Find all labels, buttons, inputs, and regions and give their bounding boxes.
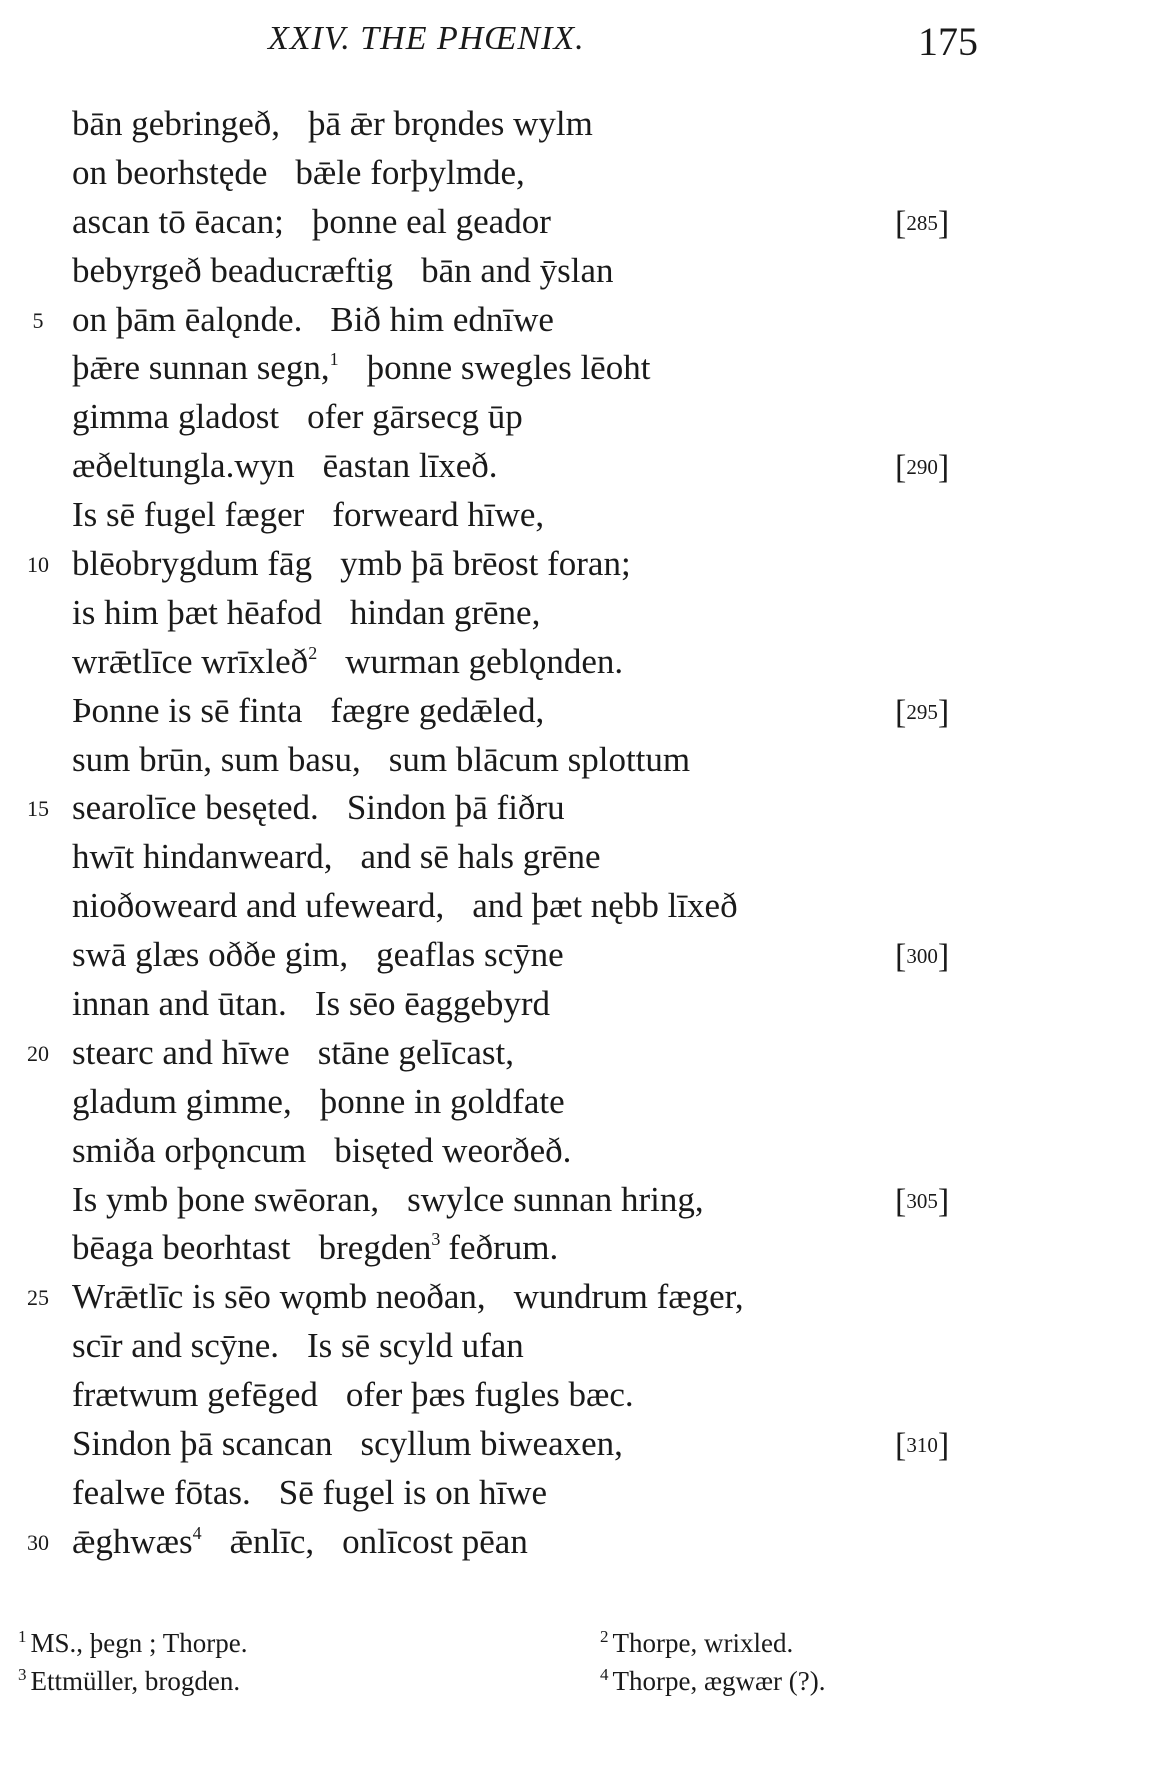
footnote-marker: 4 bbox=[600, 1665, 609, 1684]
verse-text bbox=[72, 1469, 547, 1517]
verse-line bbox=[0, 491, 1158, 540]
verse-line bbox=[0, 100, 1158, 149]
line-number: 10 bbox=[27, 552, 49, 578]
half-line-a: æðeltungla.wyn bbox=[72, 446, 295, 486]
verse-text bbox=[72, 296, 554, 344]
verse-line bbox=[0, 149, 1158, 198]
manuscript-line-ref bbox=[895, 1421, 949, 1470]
half-line-b: geaflas scȳne bbox=[376, 935, 564, 975]
line-number: 20 bbox=[27, 1040, 49, 1066]
half-line-a: Sindon þā scancan bbox=[72, 1424, 333, 1464]
verse-text bbox=[72, 980, 550, 1028]
half-line-b-continued: feðrum. bbox=[448, 1228, 559, 1268]
verse-text bbox=[72, 247, 614, 295]
verse-text bbox=[72, 931, 564, 979]
half-line-b: swylce sunnan hring, bbox=[407, 1179, 704, 1219]
half-line-a: gimma gladost bbox=[72, 397, 280, 437]
verse-line bbox=[0, 442, 1158, 491]
verse-text bbox=[72, 687, 544, 735]
verse-line bbox=[0, 882, 1158, 931]
bracket-close: ] bbox=[937, 204, 950, 242]
half-line-b: forweard hīwe, bbox=[332, 495, 545, 535]
half-line-b: wundrum fæger, bbox=[513, 1277, 744, 1317]
half-line-b: fægre gedǣled, bbox=[330, 690, 545, 730]
half-line-a: searolīce besęted. bbox=[72, 788, 319, 828]
verse-line bbox=[0, 833, 1158, 882]
verse-text bbox=[72, 589, 540, 637]
verse-text bbox=[72, 198, 551, 246]
manuscript-line-ref bbox=[895, 688, 949, 737]
verse-line bbox=[0, 638, 1158, 687]
half-line-b: þonne eal geador bbox=[311, 201, 551, 241]
half-line-a: þǣre sunnan segn, bbox=[72, 348, 330, 388]
verse-line bbox=[0, 931, 1158, 980]
manuscript-line-number: 305 bbox=[906, 1188, 938, 1213]
footnote-4 bbox=[600, 1662, 825, 1700]
verse-text bbox=[72, 1029, 514, 1077]
manuscript-line-number: 300 bbox=[906, 944, 938, 969]
half-line-b: þonne swegles lēoht bbox=[366, 348, 651, 388]
verse-text bbox=[72, 1420, 623, 1468]
manuscript-line-ref bbox=[895, 443, 949, 492]
half-line-b: wurman geblǫnden. bbox=[345, 641, 624, 681]
bracket-open: [ bbox=[895, 693, 907, 731]
footnote-text: Thorpe, wrixled. bbox=[612, 1628, 794, 1658]
manuscript-line-ref bbox=[895, 1177, 949, 1226]
footnote-text: Thorpe, ægwær (?). bbox=[612, 1666, 826, 1696]
verse-line bbox=[0, 1420, 1158, 1469]
half-line-b: ēastan līxeð. bbox=[322, 446, 498, 486]
footnote-3 bbox=[18, 1662, 240, 1700]
bracket-close: ] bbox=[937, 449, 950, 487]
half-line-a: frætwum gefēged bbox=[72, 1375, 318, 1415]
verse-text bbox=[72, 540, 631, 588]
verse-text bbox=[72, 638, 623, 686]
bracket-open: [ bbox=[895, 938, 907, 976]
verse-text bbox=[72, 833, 601, 881]
half-line-a: swā glæs oððe gim, bbox=[72, 935, 349, 975]
half-line-b: bregden bbox=[318, 1228, 432, 1268]
verse-line bbox=[0, 1518, 1158, 1567]
half-line-a: sum brūn, sum basu, bbox=[72, 739, 361, 779]
verse-line bbox=[0, 589, 1158, 638]
bracket-close: ] bbox=[937, 693, 950, 731]
verse-line bbox=[0, 784, 1158, 833]
verse-line bbox=[0, 1029, 1158, 1078]
bracket-close: ] bbox=[937, 1182, 950, 1220]
half-line-b: bān and ȳslan bbox=[421, 250, 614, 290]
manuscript-line-number: 295 bbox=[906, 699, 938, 724]
half-line-b: bisęted weorðeð. bbox=[334, 1130, 572, 1170]
footnote-marker: 1 bbox=[18, 1627, 27, 1646]
verse-line bbox=[0, 296, 1158, 345]
verse-line bbox=[0, 540, 1158, 589]
bracket-open: [ bbox=[895, 1427, 907, 1465]
manuscript-line-ref bbox=[895, 932, 949, 981]
half-line-a: ascan tō ēacan; bbox=[72, 201, 284, 241]
verse-line bbox=[0, 1224, 1158, 1273]
half-line-b: Bið him ednīwe bbox=[330, 299, 554, 339]
half-line-a: smiða orþǫncum bbox=[72, 1130, 307, 1170]
half-line-b: stāne gelīcast, bbox=[317, 1032, 514, 1072]
half-line-b: bǣle forþylmde, bbox=[295, 152, 525, 192]
half-line-a: bebyrgeð beaducræftig bbox=[72, 250, 394, 290]
bracket-open: [ bbox=[895, 449, 907, 487]
line-number: 25 bbox=[27, 1285, 49, 1311]
half-line-b: and þæt nębb līxeð bbox=[472, 886, 738, 926]
verse-line bbox=[0, 1322, 1158, 1371]
verse-line bbox=[0, 247, 1158, 296]
verse-text bbox=[72, 1127, 571, 1175]
half-line-b: hindan grēne, bbox=[349, 592, 541, 632]
verse-text bbox=[72, 736, 690, 784]
verse-text bbox=[72, 1078, 565, 1126]
bracket-close: ] bbox=[937, 1427, 950, 1465]
verse-line bbox=[0, 1176, 1158, 1225]
footnote-ref: 1 bbox=[329, 349, 339, 370]
verse-line bbox=[0, 687, 1158, 736]
verse-line bbox=[0, 736, 1158, 785]
verse-text bbox=[72, 882, 738, 930]
half-line-b-continued: onlīcost pēan bbox=[342, 1521, 528, 1561]
half-line-b: ymb þā brēost foran; bbox=[340, 544, 631, 584]
bracket-close: ] bbox=[937, 938, 950, 976]
half-line-a: Wrǣtlīc is sēo wǫmb neoðan, bbox=[72, 1277, 486, 1317]
half-line-a: wrǣtlīce wrīxleð bbox=[72, 641, 309, 681]
footnote-ref: 3 bbox=[431, 1229, 441, 1250]
half-line-a: hwīt hindanweard, bbox=[72, 837, 333, 877]
half-line-b: ǣnlīc, bbox=[229, 1521, 315, 1561]
half-line-b: Is sēo ēaggebyrd bbox=[314, 984, 551, 1024]
half-line-b: Is sē scyld ufan bbox=[307, 1326, 524, 1366]
verse-text bbox=[72, 784, 565, 832]
verse-line bbox=[0, 1469, 1158, 1518]
line-number: 5 bbox=[32, 307, 44, 333]
verse-text bbox=[72, 344, 650, 392]
half-line-a: is him þæt hēafod bbox=[72, 592, 322, 632]
verse-text bbox=[72, 442, 498, 490]
half-line-b: þā ǣr brǫndes wylm bbox=[307, 104, 593, 143]
bracket-open: [ bbox=[895, 1182, 907, 1220]
verse-text bbox=[72, 393, 523, 441]
verse-line bbox=[0, 1371, 1158, 1420]
half-line-b: ofer gārsecg ūp bbox=[307, 397, 523, 437]
line-number: 30 bbox=[27, 1529, 49, 1555]
verse-text bbox=[72, 1322, 524, 1370]
half-line-b: Sindon þā fiðru bbox=[346, 788, 565, 828]
half-line-b: ofer þæs fugles bæc. bbox=[345, 1375, 634, 1415]
half-line-a: scīr and scȳne. bbox=[72, 1326, 280, 1366]
half-line-a: ǣghwæs bbox=[72, 1521, 193, 1561]
half-line-b: Sē fugel is on hīwe bbox=[278, 1472, 548, 1512]
verse-text bbox=[72, 1371, 634, 1419]
verse-text bbox=[72, 1224, 558, 1272]
footnote-ref: 4 bbox=[192, 1522, 202, 1543]
verse-line bbox=[0, 980, 1158, 1029]
verse-text bbox=[72, 1273, 744, 1321]
verse-text bbox=[72, 149, 525, 197]
half-line-b: scyllum biweaxen, bbox=[360, 1424, 623, 1464]
verse-text bbox=[72, 491, 544, 539]
half-line-a: on beorhstęde bbox=[72, 152, 268, 192]
half-line-a: Is sē fugel fæger bbox=[72, 495, 305, 535]
half-line-a: gladum gimme, bbox=[72, 1081, 292, 1121]
manuscript-line-number: 310 bbox=[906, 1433, 938, 1458]
footnote-marker: 2 bbox=[600, 1627, 609, 1646]
verse-line bbox=[0, 1078, 1158, 1127]
manuscript-line-ref bbox=[895, 199, 949, 248]
half-line-a: Is ymb þone swēoran, bbox=[72, 1179, 380, 1219]
half-line-a: stearc and hīwe bbox=[72, 1032, 290, 1072]
half-line-a: innan and ūtan. bbox=[72, 984, 287, 1024]
manuscript-line-number: 290 bbox=[906, 455, 938, 480]
page-number: 175 bbox=[918, 19, 978, 64]
half-line-b: sum blācum splottum bbox=[388, 739, 691, 779]
verse-text bbox=[72, 1176, 704, 1224]
running-title: XXIV. THE PHŒNIX. bbox=[268, 20, 585, 57]
manuscript-line-number: 285 bbox=[906, 210, 938, 235]
verse-line bbox=[0, 393, 1158, 442]
half-line-a: bān gebringeð, bbox=[72, 104, 280, 143]
line-number: 15 bbox=[27, 796, 49, 822]
footnote-ref: 2 bbox=[308, 642, 318, 663]
half-line-a: on þām ēalǫnde. bbox=[72, 299, 303, 339]
verse-line bbox=[0, 1127, 1158, 1176]
running-head bbox=[0, 14, 1158, 64]
half-line-b: and sē hals grēne bbox=[360, 837, 601, 877]
verse-text bbox=[72, 100, 593, 148]
half-line-a: blēobrygdum fāg bbox=[72, 544, 313, 584]
footnote-text: MS., þegn ; Thorpe. bbox=[30, 1628, 248, 1658]
verse-line bbox=[0, 344, 1158, 393]
footnote-text: Ettmüller, brogden. bbox=[30, 1666, 241, 1696]
half-line-a: Þonne is sē finta bbox=[72, 690, 303, 730]
half-line-a: fealwe fōtas. bbox=[72, 1472, 251, 1512]
verse-line bbox=[0, 1273, 1158, 1322]
footnote-2 bbox=[600, 1624, 793, 1662]
footnote-1 bbox=[18, 1624, 248, 1662]
footnote-marker: 3 bbox=[18, 1665, 27, 1684]
poem-text bbox=[0, 100, 1158, 1567]
half-line-a: bēaga beorhtast bbox=[72, 1228, 291, 1268]
half-line-a: nioðoweard and ufeweard, bbox=[72, 886, 445, 926]
verse-line bbox=[0, 198, 1158, 247]
half-line-b: þonne in goldfate bbox=[319, 1081, 565, 1121]
bracket-open: [ bbox=[895, 204, 907, 242]
verse-text bbox=[72, 1518, 528, 1566]
